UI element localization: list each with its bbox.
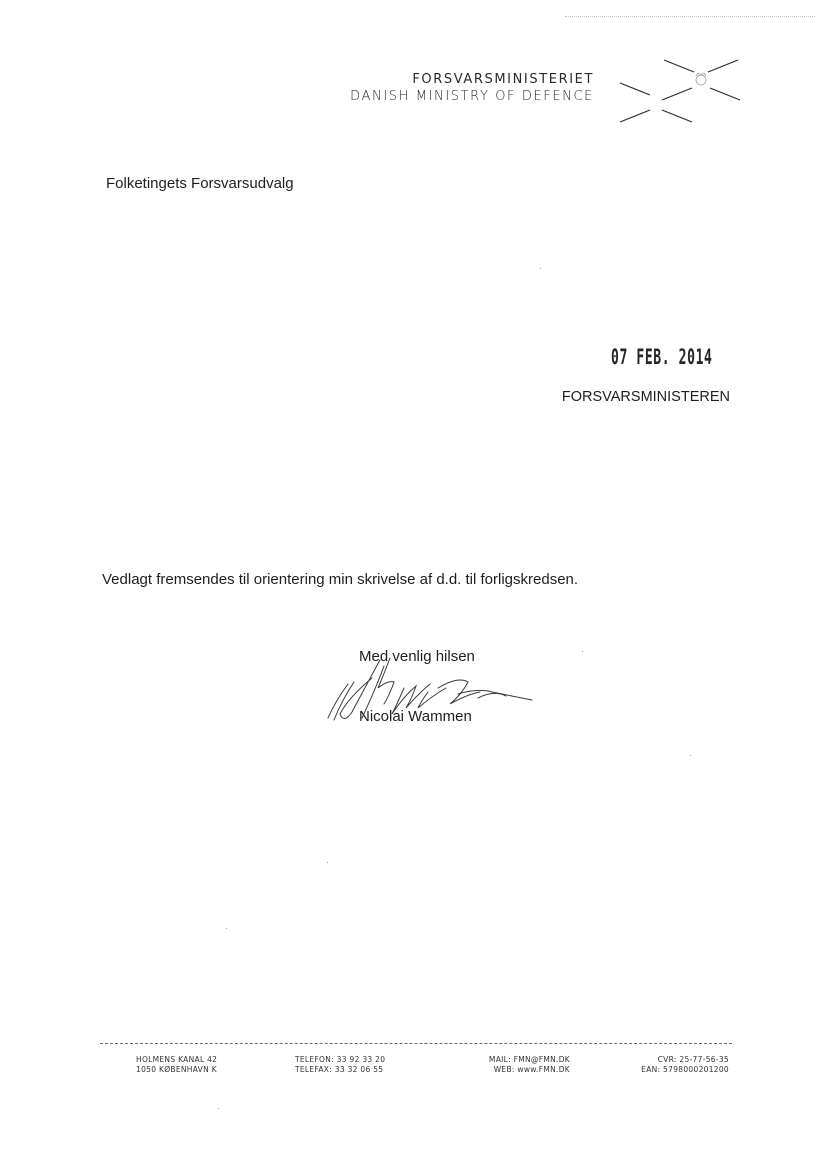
signer-name: Nicolai Wammen: [359, 708, 472, 725]
footer-website: WEB: www.FMN.DK: [493, 1065, 570, 1074]
letter-body: Vedlagt fremsendes til orientering min skrivelse af d.d. til forligskredsen.: [102, 571, 579, 588]
closing-phrase: Med venlig hilsen: [359, 648, 475, 665]
footer-telephone: TELEFON: 33 92 33 20: [295, 1055, 386, 1064]
footer-cvr: CVR: 25-77-56-35: [657, 1055, 729, 1064]
footer-web: [489, 1055, 570, 1075]
ministry-name-danish: FORSVARSMINISTERIET: [412, 72, 594, 87]
footer-phone: [295, 1055, 385, 1075]
footer-divider: [100, 1043, 732, 1044]
footer-address-street: HOLMENS KANAL 42: [136, 1055, 218, 1064]
scan-speck: [690, 755, 691, 756]
date-stamp: 07 FEB. 2014: [611, 345, 713, 369]
scan-speck: [540, 268, 541, 269]
scan-speck: [582, 651, 583, 652]
sender-title: FORSVARSMINISTEREN: [561, 389, 730, 405]
scan-artifact-line: [565, 16, 815, 17]
footer-identifiers: [641, 1055, 729, 1075]
footer-address-city: 1050 KØBENHAVN K: [136, 1065, 217, 1074]
footer-ean: EAN: 5798000201200: [641, 1065, 729, 1074]
scan-speck: [218, 1108, 219, 1109]
scan-speck: [226, 928, 227, 929]
ministry-emblem-icon: [612, 50, 744, 130]
footer-mail: MAIL: FMN@FMN.DK: [488, 1055, 570, 1064]
addressee: Folketingets Forsvarsudvalg: [106, 175, 294, 192]
handwritten-signature: [318, 648, 534, 740]
footer-address: [136, 1055, 217, 1075]
scan-speck: [327, 862, 328, 863]
ministry-name-english: DANISH MINISTRY OF DEFENCE: [350, 89, 594, 104]
footer-telefax: TELEFAX: 33 32 06 55: [295, 1065, 384, 1074]
